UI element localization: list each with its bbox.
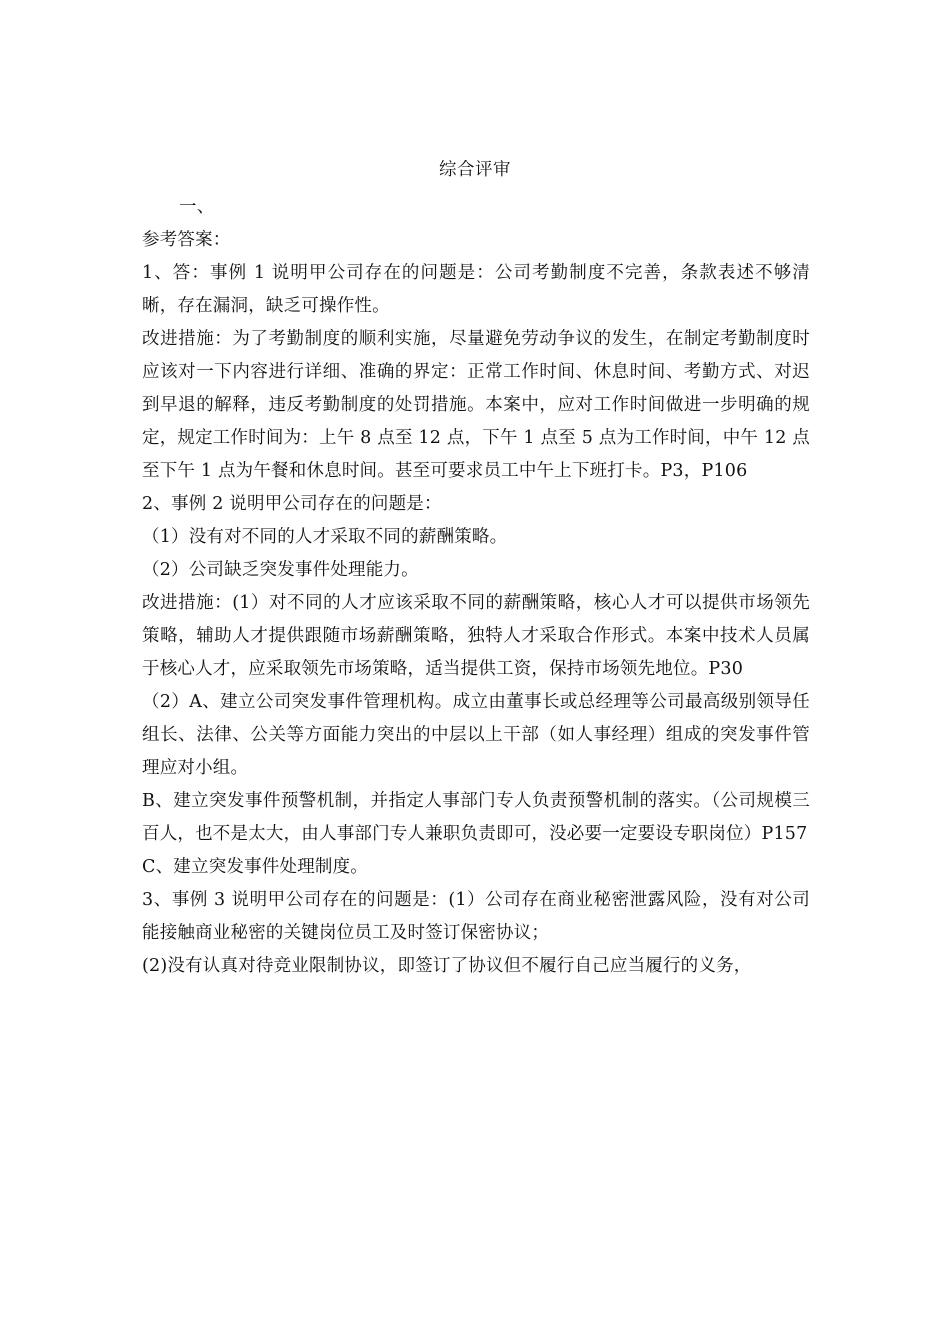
section-number: 一、 — [179, 197, 215, 217]
answer-heading: 参考答案： — [142, 230, 231, 250]
paragraph-4: （1）没有对不同的人才采取不同的薪酬策略。 — [142, 527, 508, 547]
paragraph-2: 改进措施：为了考勤制度的顺利实施，尽量避免劳动争议的发生，在制定考勤制度时应该对一下内容进行详细、准确的界定：正常工作时间、休息时间、考勤方式、对迟到早退的解释，违反考勤制度的处罚措施。本案中，应对工作时间做进一步明确的规定，规定工作时间为：上午 8 点至 12 点，下午 1 点至 5 点为工作时间，中午 12 点至下午 1 点为午餐和休息时间。甚至可要求员工中午上下班打卡。P3，P106 — [142, 329, 810, 481]
document-body — [142, 191, 810, 983]
paragraph-1: 1、答：事例 1 说明甲公司存在的问题是：公司考勤制度不完善，条款表述不够清晰，存在漏洞，缺乏可操作性。 — [142, 263, 810, 316]
paragraph-11: (2)没有认真对待竞业限制协议，即签订了协议但不履行自己应当履行的义务， — [142, 956, 752, 976]
paragraph-10: 3、事例 3 说明甲公司存在的问题是：(1）公司存在商业秘密泄露风险，没有对公司能接触商业秘密的关键岗位员工及时签订保密协议； — [142, 890, 810, 943]
paragraph-7: （2）A、建立公司突发事件管理机构。成立由董事长或总经理等公司最高级别领导任组长、法律、公关等方面能力突出的中层以上干部（如人事经理）组成的突发事件管理应对小组。 — [142, 692, 810, 778]
paragraph-8: B、建立突发事件预警机制，并指定人事部门专人负责预警机制的落实。（公司规模三百人，也不是太大，由人事部门专人兼职负责即可，没必要一定要设专职岗位）P157 — [142, 791, 810, 844]
paragraph-5: （2）公司缺乏突发事件处理能力。 — [142, 560, 419, 580]
paragraph-9: C、建立突发事件处理制度。 — [142, 857, 368, 877]
paragraph-6: 改进措施：(1）对不同的人才应该采取不同的薪酬策略，核心人才可以提供市场领先策略，辅助人才提供跟随市场薪酬策略，独特人才采取合作形式。本案中技术人员属于核心人才，应采取领先市场策略，适当提供工资，保持市场领先地位。P30 — [142, 593, 810, 679]
document-title: 综合评审 — [439, 160, 511, 180]
paragraph-3: 2、事例 2 说明甲公司存在的问题是： — [142, 494, 442, 514]
